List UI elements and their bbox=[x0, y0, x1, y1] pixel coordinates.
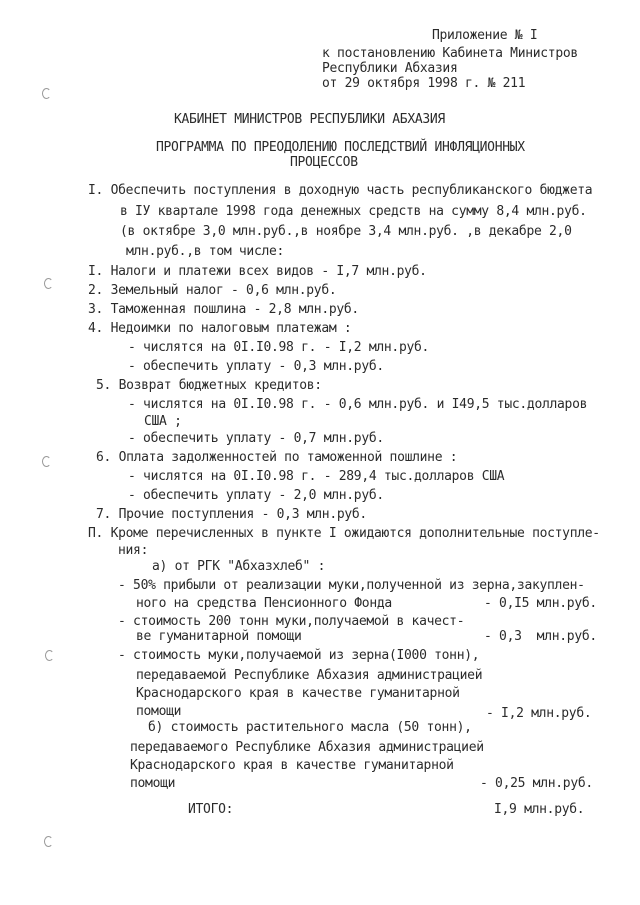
punch-hole-mark bbox=[42, 88, 51, 99]
section2-subsection-a: а) от РГК "Абхазхлеб" : bbox=[152, 559, 326, 574]
section2-subsection-b-line1: б) стоимость растительного масла (50 тонн), bbox=[148, 720, 472, 735]
item-4-payment: - обеспечить уплату - 0,3 млн.руб. bbox=[128, 359, 384, 374]
section2-bullet3-line4: помощи bbox=[136, 704, 182, 719]
section2-bullet2-line1: - стоимость 200 тонн муки,получаемой в качест- bbox=[118, 614, 465, 629]
section2-subsection-b-amount: - 0,25 млн.руб. bbox=[480, 776, 593, 791]
program-title: ПРОГРАММА ПО ПРЕОДОЛЕНИЮ ПОСЛЕДСТВИЙ ИНФЛЯЦИОННЫХ bbox=[156, 140, 525, 155]
item-6-arrears: - числятся на 0I.I0.98 г. - 289,4 тыс.долларов США bbox=[128, 469, 505, 484]
item-6: 6. Оплата задолженностей по таможенной пошлине : bbox=[96, 450, 458, 465]
section2-bullet3-line3: Краснодарского края в качестве гуманитарной bbox=[136, 686, 460, 701]
appendix-date: от 29 октября 1998 г. № 211 bbox=[322, 76, 526, 91]
item-6-payment: - обеспечить уплату - 2,0 млн.руб. bbox=[128, 488, 384, 503]
section1-line2: в IУ квартале 1998 года денежных средств на сумму 8,4 млн.руб. bbox=[120, 204, 587, 219]
program-title-cont: ПРОЦЕССОВ bbox=[290, 155, 358, 170]
punch-hole-mark bbox=[45, 650, 54, 661]
punch-hole-mark bbox=[42, 456, 51, 467]
section1-line3: (в октябре 3,0 млн.руб.,в ноябре 3,4 млн.руб. ,в декабре 2,0 bbox=[120, 224, 572, 239]
item-5-payment: - обеспечить уплату - 0,7 млн.руб. bbox=[128, 431, 384, 446]
section2-subsection-b-line2: передаваемого Республике Абхазия администрацией bbox=[130, 740, 484, 755]
total-value: I,9 млн.руб. bbox=[494, 802, 585, 817]
item-4: 4. Недоимки по налоговым платежам : bbox=[88, 321, 352, 336]
org-heading: КАБИНЕТ МИНИСТРОВ РЕСПУБЛИКИ АБХАЗИЯ bbox=[174, 112, 445, 127]
item-3: 3. Таможенная пошлина - 2,8 млн.руб. bbox=[88, 302, 359, 317]
section2-line1: П. Кроме перечисленных в пункте I ожидаются дополнительные поступле- bbox=[88, 526, 600, 541]
section2-bullet3-line2: передаваемой Республике Абхазия администрацией bbox=[136, 668, 483, 683]
appendix-resolution: к постановлению Кабинета Министров bbox=[322, 46, 578, 61]
section1-line1: I. Обеспечить поступления в доходную часть республиканского бюджета bbox=[88, 183, 593, 198]
section2-bullet1-amount: - 0,I5 млн.руб. bbox=[484, 596, 597, 611]
section2-bullet2-line2: ве гуманитарной помощи bbox=[136, 629, 302, 644]
section2-line2: ния: bbox=[118, 543, 149, 558]
section2-bullet1-line2: ного на средства Пенсионного Фонда bbox=[136, 596, 392, 611]
section2-bullet3-line1: - стоимость муки,получаемой из зерна(I000 тонн), bbox=[118, 648, 480, 663]
punch-hole-mark bbox=[44, 836, 53, 847]
item-1: I. Налоги и платежи всех видов - I,7 млн.руб. bbox=[88, 264, 427, 279]
total-label: ИТОГО: bbox=[188, 802, 234, 817]
item-5-arrears: - числятся на 0I.I0.98 г. - 0,6 млн.руб. и I49,5 тыс.долларов bbox=[128, 397, 588, 412]
item-2: 2. Земельный налог - 0,6 млн.руб. bbox=[88, 283, 337, 298]
section1-line4: млн.руб.,в том числе: bbox=[126, 244, 285, 259]
punch-hole-mark bbox=[44, 278, 53, 289]
section2-bullet2-amount: - 0,3 млн.руб. bbox=[484, 629, 597, 644]
section2-bullet1-line1: - 50% прибыли от реализации муки,полученной из зерна,закуплен- bbox=[118, 578, 585, 593]
section2-subsection-b-line3: Краснодарского края в качестве гуманитарной bbox=[130, 758, 454, 773]
appendix-number: Приложение № I bbox=[432, 28, 538, 43]
item-5-arrears-cont: США ; bbox=[144, 414, 182, 429]
section2-subsection-b-line4: помощи bbox=[130, 776, 176, 791]
item-7: 7. Прочие поступления - 0,3 млн.руб. bbox=[96, 507, 367, 522]
section2-bullet3-amount: - I,2 млн.руб. bbox=[486, 706, 592, 721]
item-5: 5. Возврат бюджетных кредитов: bbox=[96, 378, 322, 393]
item-4-arrears: - числятся на 0I.I0.98 г. - I,2 млн.руб. bbox=[128, 340, 430, 355]
appendix-republic: Республики Абхазия bbox=[322, 61, 458, 76]
